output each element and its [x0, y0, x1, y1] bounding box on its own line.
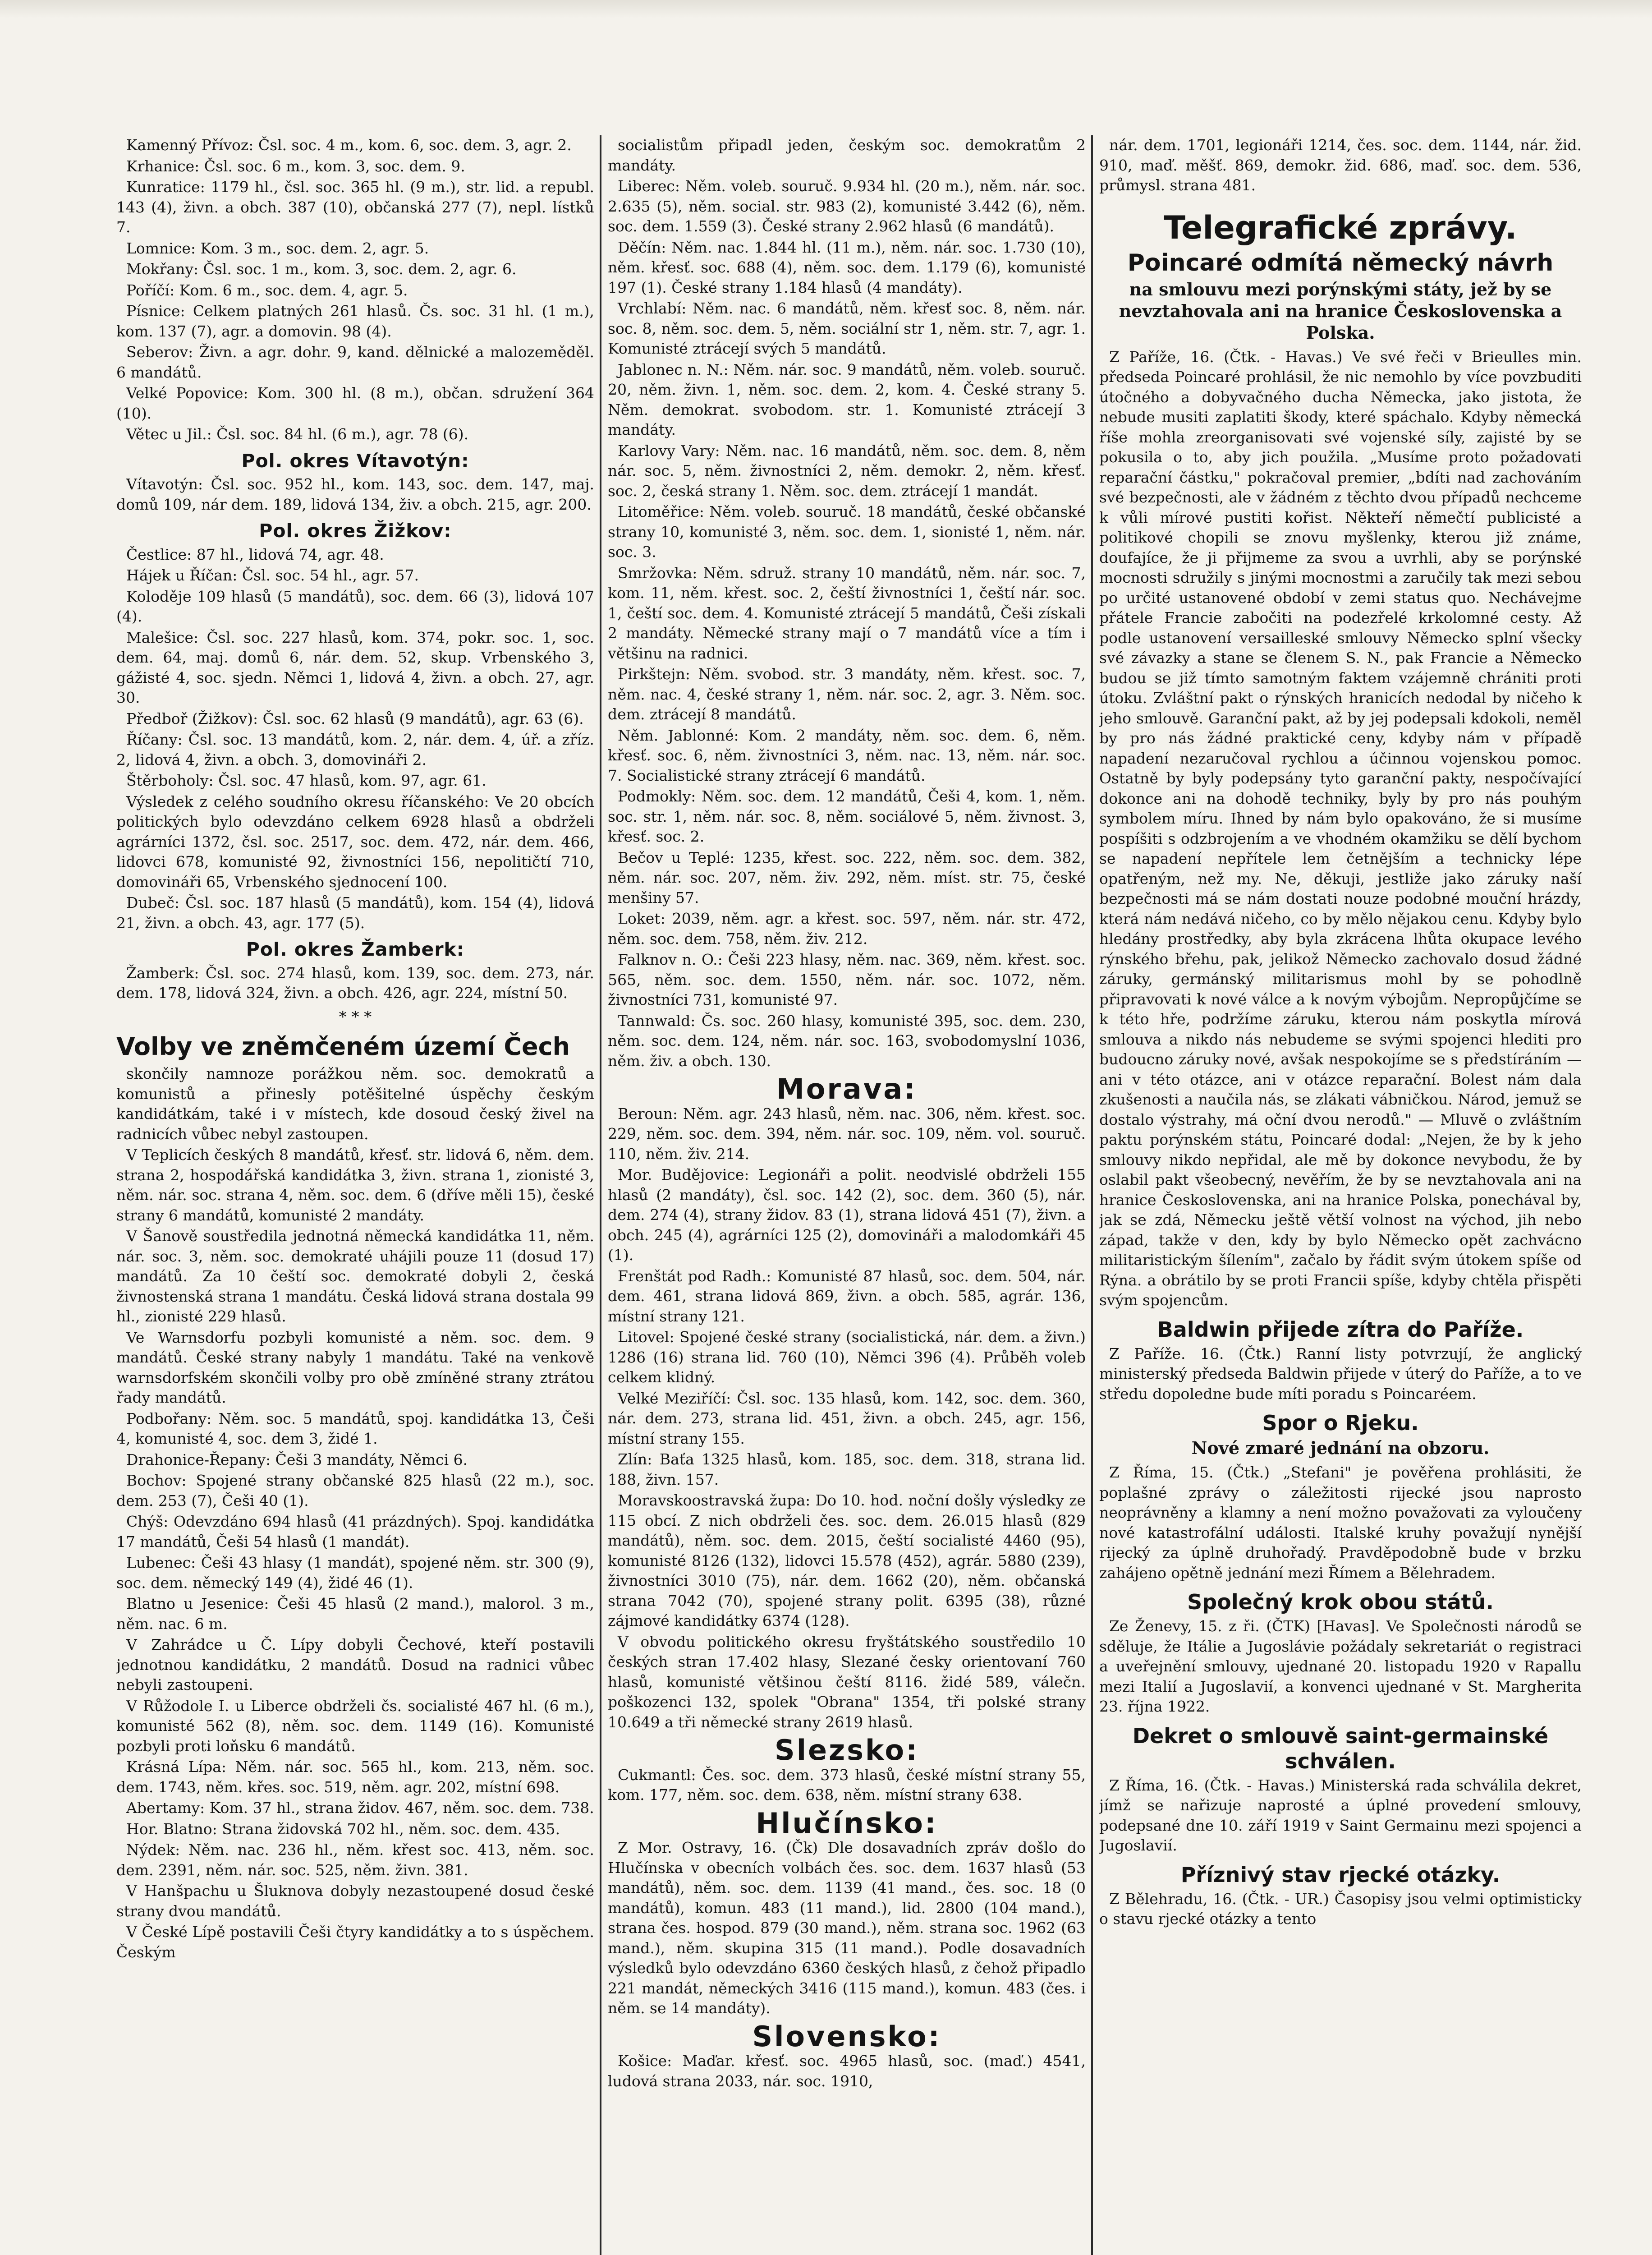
article-paragraph: Z Paříže, 16. (Čtk. - Havas.) Ve své řeči v Brieulles min. předseda Poincaré prohlásil, že nic nemohlo by více povzbuditi útočného a dobyvačného ducha Německa, jako jistota, že nebude musiti zaplatiti škody, které spáchalo. Kdyby německá říše mohla zreorganisovati své vojenské síly, zajisté by se pokusila o to, aby jich použila. „Musíme proto požadovati reparační částku," pokračoval premier, „bdíti nad zachováním své bezpečnosti, ale v žádném z těchto dvou případů nechceme k vůli mírové pustiti kořist. Někteří němečtí publicisté a politikové chopili se znovu myšlenky, kterou již známe, doufajíce, že ji přijmeme za svou a uvrhli, aby se porýnské mocnosti sdružily s jinými mocnostmi a zaručily tak mezi sebou po určité ustanovené období v zemi status quo. Nechávejme přátele Francie zabočiti na podezřelé krkolomné cesty. Až podle ustanovení versailleské smlouvy Německo splní všecky své závazky a stane se členem S. N., pak Francie a Německo budou se již tímto samotným faktem vzájemně chrániti proti útoku. Zvláštní pakt o rýnských hranicích nedodal by ničeho k jeho smlouvě. Garanční pakt, až by jej podepsali kdokoli, neměl by pro nás žádné praktické ceny, kdyby nám v případě napadení nezaručoval rychlou a účinnou vojenskou pomoc. Ostatně by byly podepsány tyto garanční pakty, nespočívající dokonce ani na dohodě techniky, byly by pro nás pouhým symbolem míru. Ihned by nám bylo opakováno, že si musíme pospíšiti s odzbrojením a ve vhodném okamžiku se dělí bychom se napadení nepřítele lem četnějším a technicky lépe opatřeným, než my. Ne, děkuji, jestliže jako záruky naší bezpečnosti má se nám dostati nouze podobné mouční hrázdy, která nám nedává ničeho, co by mělo nějakou cenu. Kdyby bylo hledány prostředky, aby byla zkrácena lhůta okupace levého rýnského břehu, pak, jelikož Německo zachovalo dosud žádné záruky, germánský militarismus mohl by se pohodlně připravovati k nové válce a k novým výbojům. Nepropůjčíme se k této hře, podržíme záruku, kterou nám poskytla mírová smlouva a nikdo nás nebudeme se svými spojenci hlediti pro budoucno záruky nové, avšak nespokojíme se s předstíráním — ani v této otázce, ani v otázce reparační. Bolest nám dala zkušenosti a naučila nás, se zlákati vábničkou. Národ, jemuž se dostalo výstrahy, má oční dvou nerodů." — Mluvě o zvláštním paktu porýnském státu, Poincaré dodal: „Nejen, že by k jeho smlouvy nikdo nepřidal, ale mě by dokonce nevybodu, že by oslabil pakt všeobecný, nevěřím, že by se nevztahovala ani na hranice Československa, ani na hranice Polska, ponechával by, jak se zdá, Německu ještě větší volnost na východ, jih nebo západ, takže v den, kdy by bylo Německo opět zachvácno militaristickým šílením", začalo by řádit svým útokem spíše od Rýna. a obrátilo by se proti Francii spíše, kdyby chtěla přispěti svým spojencům. [1099, 348, 1582, 1309]
article-subheadline: Nové zmaré jednání na obzoru. [1191, 1438, 1490, 1458]
result-paragraph: V České Lípě postavili Češi čtyry kandidátky a to s úspěchem. Českým [116, 1923, 594, 1961]
result-paragraph: Smržovka: Něm. sdruž. strany 10 mandátů, něm. nár. soc. 7, kom. 11, něm. křest. soc. 2, čeští živnostníci 1, čeští nár. soc. 1, čeští soc. dem. 4. Komunisté ztrácejí 5 mandátů, Češi získali 2 mandáty. Německé strany mají o 7 mandátů více a tím i většinu na radnici. [608, 564, 1086, 662]
article-paragraph: Z Bělehradu, 16. (Čtk. - UR.) Časopisy jsou velmi optimisticky o stavu rjecké otázky a tento [1099, 1890, 1582, 1928]
region-heading: Slezsko: [775, 1734, 919, 1767]
section-heading: Pol. okres Žamberk: [246, 939, 465, 960]
result-paragraph: Krásná Lípa: Něm. nár. soc. 565 hl., kom. 213, něm. soc. dem. 1743, něm. křes. soc. 519, něm. agr. 202, místní 698. [116, 1758, 594, 1796]
result-paragraph: Falknov n. O.: Češi 223 hlasy, něm. nac. 369, něm. křest. soc. 565, něm. soc. dem. 1550, něm. nár. soc. 1072, něm. živnostníci 731, komunisté 97. [608, 951, 1086, 1008]
article-paragraph: Ve Warnsdorfu pozbyli komunisté a něm. soc. dem. 9 mandátů. České strany nabyly 1 mandátu. Také na venkově warnsdorfském skončili volby pro obě zmíněné strany ztrátou řady mandátů. [116, 1328, 594, 1406]
article-headline: Spor o Rjeku. [1262, 1411, 1419, 1435]
result-paragraph: Abertamy: Kom. 37 hl., strana židov. 467, něm. soc. dem. 738. [126, 1799, 594, 1817]
result-paragraph: Čestlice: 87 hl., lidová 74, agr. 48. [126, 545, 384, 563]
result-paragraph: Štěrboholy: Čsl. soc. 47 hlasů, kom. 97, agr. 61. [126, 772, 486, 789]
article-headline: Baldwin přijede zítra do Paříže. [1157, 1317, 1524, 1342]
result-paragraph: Mor. Budějovice: Legionáři a polit. neodvislé obdrželi 155 hlasů (2 mandáty), čsl. soc. 142 (2), soc. dem. 360 (5), nár. dem. 274 (4), strany židov. 83 (1), strana lidová 451 (7), živn. a obch. 245 (4), agrárníci 125 (2), domovináři a malodomkáři 45 (1). [608, 1166, 1086, 1264]
result-paragraph: Velké Popovice: Kom. 300 hl. (8 m.), občan. sdružení 364 (10). [116, 384, 594, 422]
result-paragraph: Kamenný Přívoz: Čsl. soc. 4 m., kom. 6, soc. dem. 3, agr. 2. [126, 136, 572, 154]
result-paragraph: Vítavotýn: Čsl. soc. 952 hl., kom. 143, soc. dem. 147, maj. domů 109, nár dem. 189, lidová 134, živ. a obch. 215, agr. 200. [116, 475, 594, 513]
result-paragraph: Hor. Blatno: Strana židovská 702 hl., něm. soc. dem. 435. [126, 1820, 560, 1838]
result-paragraph: Větec u Jil.: Čsl. soc. 84 hl. (6 m.), agr. 78 (6). [126, 425, 469, 443]
result-paragraph: Z Mor. Ostravy, 16. (Čk) Dle dosavadních zpráv došlo do Hlučínska v obecních volbách čes. soc. dem. 1637 hlasů (53 mandátů), něm. soc. dem. 1139 (41 mand., čes. soc. 18 (0 mandátů), komun. 483 (11 mand.), lid. 2800 (104 mand.), strana čes. hospod. 879 (30 mand.), něm. strana soc. 1962 (63 mand.), něm. skupina 315 (11 mand.). Podle dosavadních výsledků bylo odevzdáno 6360 českých hlasů, z čehož připadlo 221 mandát, německých 3416 (115 mand.), komun. 483 (čes. i něm. se 14 mandáty). [608, 1839, 1086, 2017]
result-paragraph: Kunratice: 1179 hl., čsl. soc. 365 hl. (9 m.), str. lid. a republ. 143 (4), živn. a obch. 387 (10), občanská 277 (7), nepl. lístků 7. [116, 178, 594, 236]
result-paragraph: Říčany: Čsl. soc. 13 mandátů, kom. 2, nár. dem. 4, úř. a zříz. 2, lidová 4, živn. a obch. 3, domovináři 2. [116, 731, 594, 769]
result-paragraph: Zlín: Baťa 1325 hlasů, kom. 185, soc. dem. 318, strana lid. 188, živn. 157. [608, 1450, 1086, 1488]
result-paragraph: Podbořany: Něm. soc. 5 mandátů, spoj. kandidátka 13, Češi 4, komunisté 4, soc. dem 3, židé 1. [116, 1409, 594, 1447]
result-paragraph: Moravskoostravská župa: Do 10. hod. noční došly výsledky ze 115 obcí. Z nich obdrželi čes. soc. dem. 26.015 hlasů (829 mandátů), něm. soc. dem. 2015, čeští socialisté 4460 (95), komunisté 8126 (132), lidovci 15.578 (452), agrár. 5880 (239), živnostníci 3010 (75), nár. dem. 1662 (20), něm. občanská strana 7042 (70), spojené strany polit. 6395 (38), různé zájmové kandidátky 6374 (128). [608, 1491, 1086, 1629]
result-paragraph: Blatno u Jesenice: Češi 45 hlasů (2 mand.), malorol. 3 m., něm. nac. 6 m. [116, 1595, 594, 1633]
column-right [1099, 135, 1582, 2255]
result-paragraph: V Hanšpachu u Šluknova dobyly nezastoupené dosud české strany dvou mandátů. [116, 1882, 594, 1920]
result-paragraph: Pirkštejn: Něm. svobod. str. 3 mandáty, něm. křest. soc. 7, něm. nac. 4, české strany 1, něm. nár. soc. 2, agr. 3. Něm. soc. dem. ztrácejí 8 mandátů. [608, 665, 1086, 723]
page-top-shadow [0, 0, 1652, 18]
region-heading: Slovensko: [752, 2020, 941, 2053]
result-paragraph: Košice: Maďar. křesť. soc. 4965 hlasů, soc. (maď.) 4541, ludová strana 2033, nár. soc. 1910, [608, 2052, 1086, 2090]
article-paragraph: Z Paříže. 16. (Čtk.) Ranní listy potvrzují, že anglický ministerský předseda Baldwin přijede v úterý do Paříže, a to ve středu dopoledne bude míti poradu s Poincaréem. [1099, 1344, 1582, 1403]
result-paragraph: Něm. Jablonné: Kom. 2 mandáty, něm. soc. dem. 6, něm. křesť. soc. 6, něm. živnostníci 3, něm. nac. 13, něm. nár. soc. 7. Socialistické strany ztrácejí 6 mandátů. [608, 726, 1086, 784]
result-paragraph: Litoměřice: Něm. voleb. souruč. 18 mandátů, české občanské strany 10, komunisté 3, něm. soc. dem. 1, sionisté 1, něm. nár. soc. 3. [608, 503, 1086, 561]
article-paragraph: V Teplicích českých 8 mandátů, křesť. str. lidová 6, něm. dem. strana 2, hospodářská kandidátka 3, živn. strana 1, zionisté 3, něm. nár. soc. strana 4, něm. soc. dem. 6 (dříve měli 15), české strany 6 mandátů, komunisté 2 mandáty. [116, 1146, 594, 1224]
result-paragraph: Velké Meziříčí: Čsl. soc. 135 hlasů, kom. 142, soc. dem. 360, nár. dem. 273, strana lid. 451, živn. a obch. 245, agr. 156, místní strany 155. [608, 1389, 1086, 1447]
article-headline: Společný krok obou států. [1187, 1590, 1494, 1614]
result-paragraph: Žamberk: Čsl. soc. 274 hlasů, kom. 139, soc. dem. 273, nár. dem. 178, lidová 324, živn. a obch. 426, agr. 224, místní 50. [116, 964, 594, 1002]
article-paragraph: Z Říma, 16. (Čtk. - Havas.) Ministerská rada schválila dekret, jímž se nařizuje naprosté a úplné provedení smlouvy, podepsané dne 10. září 1919 v Saint Germainu mezi spojenci a Jugoslavií. [1099, 1776, 1582, 1854]
result-paragraph: Tannwald: Čs. soc. 260 hlasy, komunisté 395, soc. dem. 230, něm. soc. dem. 124, něm. nár. soc. 163, svobodomyslní 1036, něm. živ. a obch. 130. [608, 1012, 1086, 1070]
result-paragraph: Děčín: Něm. nac. 1.844 hl. (11 m.), něm. nár. soc. 1.730 (10), něm. křesť. soc. 688 (4), něm. soc. dem. 1.179 (6), komunisté 197 (1). České strany 1.184 hlasů (4 mandáty). [608, 238, 1086, 296]
result-paragraph: Loket: 2039, něm. agr. a křest. soc. 597, něm. nár. str. 472, něm. soc. dem. 758, něm. živ. 212. [608, 910, 1086, 948]
column-divider [600, 135, 601, 2255]
section-title: Telegrafické zprávy. [1164, 209, 1517, 246]
result-paragraph: Cukmantl: Čes. soc. dem. 373 hlasů, české místní strany 55, kom. 177, něm. soc. dem. 638, něm. místní strany 638. [608, 1766, 1086, 1804]
result-paragraph: Liberec: Něm. voleb. souruč. 9.934 hl. (20 m.), něm. nár. soc. 2.635 (5), něm. social. str. 983 (2), komunisté 3.442 (6), něm. soc. dem. 1.559 (3). České strany 2.962 hlasů (6 mandátů). [608, 177, 1086, 235]
result-paragraph: Bochov: Spojené strany občanské 825 hlasů (22 m.), soc. dem. 253 (7), Češi 40 (1). [116, 1472, 594, 1509]
result-paragraph: Podmokly: Něm. soc. dem. 12 mandátů, Češi 4, kom. 1, něm. soc. str. 1, něm. nár. soc. 8, něm. sociálové 5, něm. živnost. 3, křesť. soc. 2. [608, 787, 1086, 845]
result-paragraph: Vrchlabí: Něm. nac. 6 mandátů, něm. křesť soc. 8, něm. nár. soc. 8, něm. soc. dem. 5, něm. sociální str 1, něm. str. 7, agr. 1. Komunisté ztrácejí svých 5 mandátů. [608, 299, 1086, 357]
separator-stars: * * * [339, 1008, 372, 1026]
result-paragraph: Beroun: Něm. agr. 243 hlasů, něm. nac. 306, něm. křest. soc. 229, něm. soc. dem. 394, něm. nár. soc. 109, něm. vol. souruč. 110, něm. živ. 214. [608, 1104, 1086, 1163]
result-paragraph: V Zahrádce u Č. Lípy dobyli Čechové, kteří postavili jednotnou kandidátku, 2 mandátů. Dosud na radnici vůbec nebyli zastoupeni. [116, 1636, 594, 1694]
region-heading: Hlučínsko: [756, 1806, 938, 1840]
result-paragraph: Drahonice-Řepany: Češi 3 mandáty, Němci 6. [126, 1450, 468, 1468]
result-paragraph: Lubenec: Češi 43 hlasy (1 mandát), spojené něm. str. 300 (9), soc. dem. německý 149 (4), židé 46 (1). [116, 1554, 594, 1592]
result-paragraph: Nýdek: Něm. nac. 236 hl., něm. křest soc. 413, něm. soc. dem. 2391, něm. nár. soc. 525, něm. živn. 381. [116, 1841, 594, 1879]
result-paragraph: Předboř (Žižkov): Čsl. soc. 62 hlasů (9 mandátů), agr. 63 (6). [126, 709, 584, 727]
result-paragraph: Bečov u Teplé: 1235, křest. soc. 222, něm. soc. dem. 382, něm. nár. soc. 207, něm. živ. 292, něm. míst. str. 75, české menšiny 57. [608, 848, 1086, 907]
column-left [116, 135, 594, 2255]
article-paragraph: Z Říma, 15. (Čtk.) „Stefani" je pověřena prohlásiti, že poplašné zprávy o záležitosti rijecké jsou naprosto neoprávněny a klamny a není možno považovati za vyloučeny nové katastrofální události. Italské kruhy považují nynější rijecký za úplně druhořadý. Pravděpodobně bude v brzku zahájeno opětně jednání mezi Římem a Bělehradem. [1099, 1463, 1582, 1582]
result-paragraph: Lomnice: Kom. 3 m., soc. dem. 2, agr. 5. [126, 239, 429, 257]
article-headline: Dekret o smlouvě saint-germainské schválen. [1132, 1723, 1549, 1773]
result-paragraph: Chýš: Odevzdáno 694 hlasů (41 prázdných). Spoj. kandidátka 17 mandátů, Češi 54 hlasů (1 mandát). [116, 1513, 594, 1551]
article-headline: Poincaré odmítá německý návrh [1127, 249, 1554, 276]
result-paragraph: Koloděje 109 hlasů (5 mandátů), soc. dem. 66 (3), lidová 107 (4). [116, 587, 594, 625]
article-paragraph: skončily namnoze porážkou něm. soc. demokratů a komunistů a přinesly potěšitelné úspěchy českým kandidátkám, také i v místech, kde dosoud český živel na radnicích vůbec nebyl zastoupen. [116, 1065, 594, 1143]
result-paragraph: socialistům připadl jeden, českým soc. demokratům 2 mandáty. [608, 136, 1086, 174]
result-paragraph: Karlovy Vary: Něm. nac. 16 mandátů, něm. soc. dem. 8, něm nár. soc. 5, něm. živnostníci 2, něm. demokr. 2, něm. křesť. soc. 2, česká strany 1. Něm. soc. dem. ztrácejí 1 mandát. [608, 442, 1086, 500]
result-paragraph: Hájek u Říčan: Čsl. soc. 54 hl., agr. 57. [126, 566, 419, 584]
result-paragraph: Poříčí: Kom. 6 m., soc. dem. 4, agr. 5. [126, 281, 408, 299]
result-paragraph: V obvodu politického okresu fryštátského soustředilo 10 českých stran 17.402 hlasy, Slezané česky orientovaní 760 hlasů, komunisté většinou čeští 8116. židé 589, válečn. poškozenci 132, spolek "Obrana" 1354, tři polské strany 10.649 a tři německé strany 2619 hlasů. [608, 1633, 1086, 1731]
column-divider [1091, 135, 1093, 2255]
result-paragraph: nár. dem. 1701, legionáři 1214, čes. soc. dem. 1144, nár. žid. 910, maď. měšť. 869, demokr. žid. 686, maď. soc. dem. 536, průmysl. strana 481. [1099, 136, 1582, 194]
result-paragraph: Písnice: Celkem platných 261 hlasů. Čs. soc. 31 hl. (1 m.), kom. 137 (7), agr. a domovin. 98 (4). [116, 302, 594, 340]
result-paragraph: Jablonec n. N.: Něm. nár. soc. 9 mandátů, něm. voleb. souruč. 20, něm. živn. 1, něm. soc. dem. 2, kom. 4. České strany 5. Něm. demokrat. svobodom. str. 1. Komunisté ztrácejí 3 mandáty. [608, 360, 1086, 438]
article-paragraph: V Šanově soustředila jednotná německá kandidátka 11, něm. nár. soc. 3, něm. soc. demokraté uhájili pouze 11 (dosud 17) mandátů. Za 10 čeští soc. demokraté dobyli 2, česká živnostenská strana 1 mandátu. Česká lidová strana dostala 99 hl., zionisté 229 hlasů. [116, 1227, 594, 1325]
result-paragraph: Litovel: Spojené české strany (socialistická, nár. dem. a živn.) 1286 (16) strana lid. 760 (10), Němci 396 (4). Průběh voleb celkem klidný. [608, 1328, 1086, 1386]
result-paragraph: Mokřany: Čsl. soc. 1 m., kom. 3, soc. dem. 2, agr. 6. [126, 260, 517, 278]
column-middle [608, 135, 1086, 2255]
result-paragraph: Výsledek z celého soudního okresu říčanského: Ve 20 obcích politických bylo odevzdáno celkem 6928 hlasů a obdrželi agrárníci 1372, čsl. soc. 2517, soc. dem. 472, nár. dem. 466, lidovci 678, komunisté 92, živnostníci 156, nepolitičtí 710, domovináři 65, Vrbenského sjednocení 100. [116, 792, 594, 891]
section-heading: Pol. okres Žižkov: [259, 520, 452, 542]
article-subheadline: na smlouvu mezi porýnskými státy, jež by se nevztahovala ani na hranice Československa a Polska. [1119, 279, 1562, 343]
result-paragraph: Seberov: Živn. a agr. dohr. 9, kand. dělnické a malozeměděl. 6 mandátů. [116, 343, 594, 381]
section-heading: Pol. okres Vítavotýn: [241, 450, 469, 472]
result-paragraph: Krhanice: Čsl. soc. 6 m., kom. 3, soc. dem. 9. [126, 157, 465, 175]
article-paragraph: Ze Ženevy, 15. z ři. (ČTK) [Havas]. Ve Společnosti národů se sděluje, že Itálie a Jugoslávie požádaly sekretariát o registraci a uveřejnění smlouvy, ujednané 20. listopadu 1920 v Rapallu mezi Italií a Jugoslavií, a konvenci ujednané v St. Margherita 23. října 1922. [1099, 1617, 1582, 1715]
article-headline: Příznivý stav rjecké otázky. [1180, 1862, 1501, 1887]
region-heading: Morava: [776, 1072, 917, 1105]
result-paragraph: Malešice: Čsl. soc. 227 hlasů, kom. 374, pokr. soc. 1, soc. dem. 64, maj. domů 6, nár. dem. 52, skup. Vrbenského 3, gážisté 4, soc. sjedn. Němci 1, lidová 4, živn. a obch. 27, agr. 30. [116, 628, 594, 706]
article-headline: Volby ve zněmčeném území Čech [116, 1032, 570, 1061]
result-paragraph: Frenštát pod Radh.: Komunisté 87 hlasů, soc. dem. 504, nár. dem. 461, strana lidová 869, živn. a obch. 585, agrár. 136, místní strany 121. [608, 1267, 1086, 1325]
result-paragraph: V Růžodole I. u Liberce obdrželi čs. socialisté 467 hl. (6 m.), komunisté 562 (8), něm. soc. dem. 1149 (16). Komunisté pozbyli proti loňsku 6 mandátů. [116, 1697, 594, 1755]
result-paragraph: Dubeč: Čsl. soc. 187 hlasů (5 mandátů), kom. 154 (4), lidová 21, živn. a obch. 43, agr. 177 (5). [116, 894, 594, 932]
